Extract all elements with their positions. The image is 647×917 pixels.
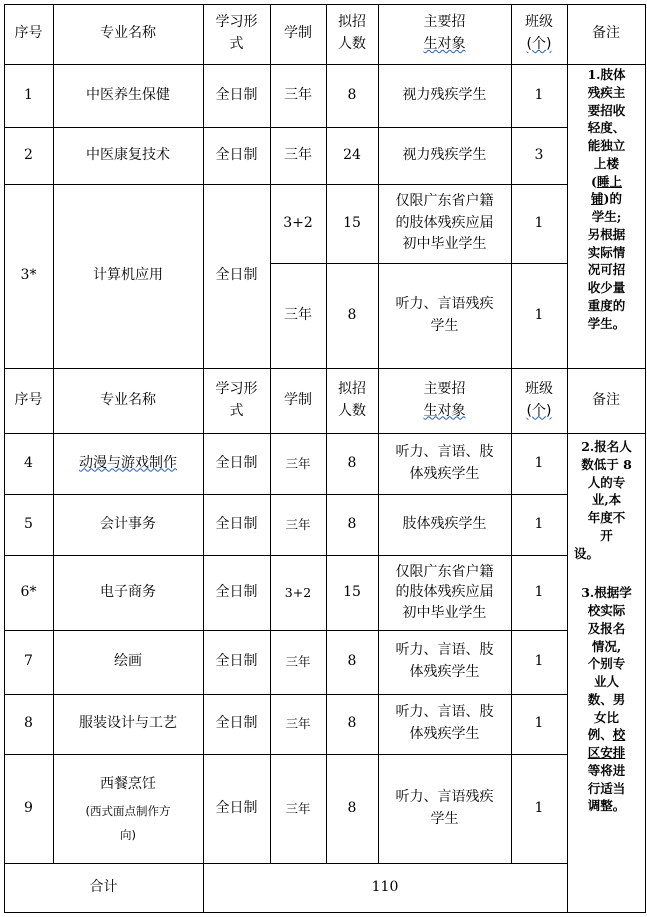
row-1-classes: 1 bbox=[534, 86, 544, 103]
row-2-major: 中医康复技术 bbox=[86, 146, 170, 163]
header-plan-count-2: 拟招 人数 bbox=[338, 380, 366, 419]
row-2-classes: 3 bbox=[534, 146, 544, 163]
row-1-major: 中医养生保健 bbox=[86, 86, 170, 103]
row-5-seq: 5 bbox=[24, 515, 33, 532]
header-form: 学习形 式 bbox=[215, 14, 258, 52]
row-6-major: 电子商务 bbox=[100, 583, 156, 600]
row-5-target: 肢体残疾学生 bbox=[402, 515, 487, 532]
row-5-form: 全日制 bbox=[215, 515, 258, 532]
row-3b-classes: 1 bbox=[534, 306, 544, 323]
total-value: 110 bbox=[371, 878, 399, 895]
row-3a-target: 仅限广东省户籍 的肢体残疾应届 初中毕业学生 bbox=[395, 192, 494, 253]
header-seq: 序号 bbox=[14, 25, 43, 42]
row-6-target: 仅限广东省户籍 的肢体残疾应届 初中毕业学生 bbox=[395, 564, 494, 621]
header-duration-2: 学制 bbox=[284, 391, 312, 408]
row-8-major: 服装设计与工艺 bbox=[79, 715, 177, 732]
row-5-classes: 1 bbox=[534, 515, 544, 532]
row-7-seq: 7 bbox=[24, 653, 33, 670]
header-seq-2: 序号 bbox=[14, 391, 43, 408]
remark-notes-2-3: 2.报名人 数低于 8 人的专 业,本 年度不 开 设。 3.根据学 校实际 及报名 情况, 个别专 业人 数、男 女比 例、校 区安排 等将进 行适当 调整。 bbox=[574, 439, 632, 814]
row-6-classes: 1 bbox=[534, 583, 544, 600]
row-8-form: 全日制 bbox=[215, 715, 258, 732]
header-classes: 班级 (个) bbox=[525, 14, 553, 52]
row-3-major: 计算机应用 bbox=[93, 267, 163, 284]
row-4-target: 听力、言语、肢 体残疾学生 bbox=[395, 443, 494, 482]
row-6-seq: 6* bbox=[20, 583, 37, 600]
row-4-duration: 三年 bbox=[285, 455, 311, 471]
header-duration: 学制 bbox=[284, 25, 312, 42]
row-9-count: 8 bbox=[347, 799, 357, 816]
grid-line bbox=[4, 912, 645, 913]
total-label: 合计 bbox=[89, 878, 118, 895]
row-2-target: 视力残疾学生 bbox=[402, 146, 487, 163]
row-8-count: 8 bbox=[347, 715, 357, 732]
row-4-seq: 4 bbox=[24, 454, 33, 471]
header-remark-2: 备注 bbox=[592, 391, 620, 408]
header-target: 主要招 生对象 bbox=[423, 14, 466, 52]
header-classes-2: 班级 (个) bbox=[525, 380, 553, 419]
row-9-target: 听力、言语残疾 学生 bbox=[395, 788, 494, 827]
row-6-form: 全日制 bbox=[215, 583, 258, 600]
row-3-seq: 3* bbox=[20, 267, 37, 284]
header-major-2: 专业名称 bbox=[100, 391, 156, 408]
grid-line bbox=[645, 4, 646, 913]
row-5-count: 8 bbox=[347, 515, 357, 532]
row-8-seq: 8 bbox=[24, 715, 33, 732]
row-2-count: 24 bbox=[343, 146, 361, 163]
row-1-form: 全日制 bbox=[215, 86, 258, 103]
row-1-duration: 三年 bbox=[284, 86, 312, 103]
row-3b-count: 8 bbox=[347, 306, 357, 323]
row-8-classes: 1 bbox=[534, 715, 544, 732]
row-7-target: 听力、言语、肢 体残疾学生 bbox=[395, 642, 494, 680]
header-plan-count: 拟招 人数 bbox=[338, 14, 366, 52]
row-9-duration: 三年 bbox=[285, 800, 311, 816]
row-2-form: 全日制 bbox=[215, 146, 258, 163]
row-5-major: 会计事务 bbox=[100, 515, 156, 532]
header-target-2: 主要招 生对象 bbox=[423, 380, 466, 419]
row-2-seq: 2 bbox=[24, 146, 33, 163]
row-1-count: 8 bbox=[347, 86, 357, 103]
row-6-count: 15 bbox=[343, 583, 361, 600]
row-7-classes: 1 bbox=[534, 653, 544, 670]
row-4-classes: 1 bbox=[534, 454, 544, 471]
row-9-major: 西餐烹饪 (西式面点制作方 向) bbox=[85, 775, 171, 843]
row-3a-count: 15 bbox=[343, 214, 361, 231]
row-9-seq: 9 bbox=[24, 799, 33, 816]
row-9-classes: 1 bbox=[534, 799, 544, 816]
row-4-major: 动漫与游戏制作 bbox=[79, 454, 177, 471]
row-9-form: 全日制 bbox=[215, 799, 258, 816]
row-8-target: 听力、言语、肢 体残疾学生 bbox=[395, 704, 494, 742]
row-1-target: 视力残疾学生 bbox=[402, 86, 487, 103]
remark-note-1: 1.肢体 残疾主 要招收 轻度、 能独立 上楼 (睡上 铺)的 学生; 另根据 实际情 况可招 收少量 重度的 学生。 bbox=[587, 67, 626, 331]
row-3a-classes: 1 bbox=[534, 214, 544, 231]
row-4-count: 8 bbox=[347, 454, 357, 471]
row-3a-duration: 3+2 bbox=[283, 214, 313, 231]
header-remark: 备注 bbox=[592, 25, 620, 42]
header-form-2: 学习形 式 bbox=[215, 380, 258, 419]
row-4-form: 全日制 bbox=[215, 454, 258, 471]
row-3b-duration: 三年 bbox=[284, 306, 312, 323]
row-2-duration: 三年 bbox=[284, 146, 312, 163]
header-major: 专业名称 bbox=[100, 25, 156, 42]
row-5-duration: 三年 bbox=[285, 516, 311, 532]
row-7-major: 绘画 bbox=[114, 653, 142, 670]
row-3-form: 全日制 bbox=[215, 267, 258, 284]
row-3b-target: 听力、言语残疾 学生 bbox=[395, 295, 494, 334]
row-7-form: 全日制 bbox=[215, 653, 258, 670]
row-1-seq: 1 bbox=[24, 86, 33, 103]
row-7-duration: 三年 bbox=[285, 654, 311, 670]
row-7-count: 8 bbox=[347, 653, 357, 670]
row-8-duration: 三年 bbox=[285, 716, 311, 732]
row-6-duration: 3+2 bbox=[284, 584, 312, 600]
